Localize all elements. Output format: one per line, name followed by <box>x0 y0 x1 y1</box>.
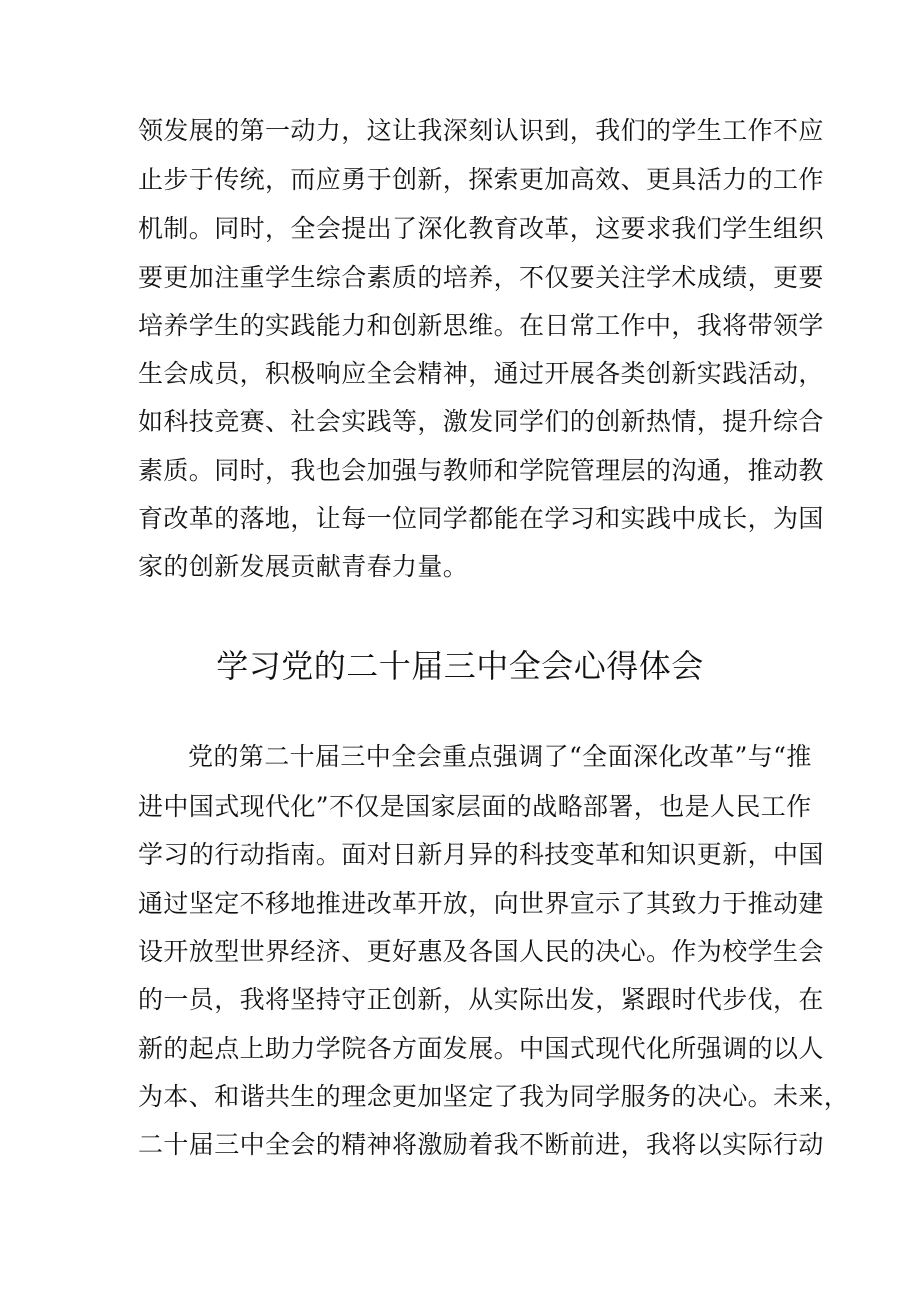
paragraph-line: 如科技竞赛、社会实践等，激发同学们的创新热情，提升综合 <box>138 407 824 436</box>
paragraph-line: 新的起点上助力学院各方面发展。中国式现代化所强调的以人 <box>138 1034 824 1063</box>
paragraph-line: 设开放型世界经济、更好惠及各国人民的决心。作为校学生会 <box>138 937 824 966</box>
paragraph-line: 育改革的落地，让每一位同学都能在学习和实践中成长，为国 <box>138 504 824 533</box>
paragraph-line: 家的创新发展贡献青春力量。 <box>138 552 469 581</box>
paragraph-line: 的一员，我将坚持守正创新，从实际出发，紧跟时代步伐，在 <box>138 985 824 1014</box>
paragraph-line: 党的第二十届三中全会重点强调了“全面深化改革”与“推 <box>188 742 812 771</box>
paragraph-line: 止步于传统，而应勇于创新，探索更加高效、更具活力的工作 <box>138 165 824 194</box>
paragraph-line: 要更加注重学生综合素质的培养，不仅要关注学术成绩，更要 <box>138 263 824 292</box>
paragraph-line: 进中国式现代化”不仅是国家层面的战略部署，也是人民工作 <box>138 792 812 821</box>
paragraph-line: 培养学生的实践能力和创新思维。在日常工作中，我将带领学 <box>138 311 824 340</box>
section-title: 学习党的二十届三中全会心得体会 <box>216 647 704 685</box>
paragraph-line: 二十届三中全会的精神将激励着我不断前进，我将以实际行动 <box>138 1130 824 1159</box>
paragraph-line: 学习的行动指南。面对日新月异的科技变革和知识更新，中国 <box>138 840 824 869</box>
paragraph-line: 素质。同时，我也会加强与教师和学院管理层的沟通，推动教 <box>138 456 824 485</box>
paragraph-line: 通过坚定不移地推进改革开放，向世界宣示了其致力于推动建 <box>138 889 824 918</box>
paragraph-line: 领发展的第一动力，这让我深刻认识到，我们的学生工作不应 <box>138 116 824 145</box>
paragraph-line: 生会成员，积极响应全会精神，通过开展各类创新实践活动， <box>138 359 824 388</box>
paragraph-line: 机制。同时，全会提出了深化教育改革，这要求我们学生组织 <box>138 214 824 243</box>
paragraph-line: 为本、和谐共生的理念更加坚定了我为同学服务的决心。未来， <box>138 1082 850 1111</box>
